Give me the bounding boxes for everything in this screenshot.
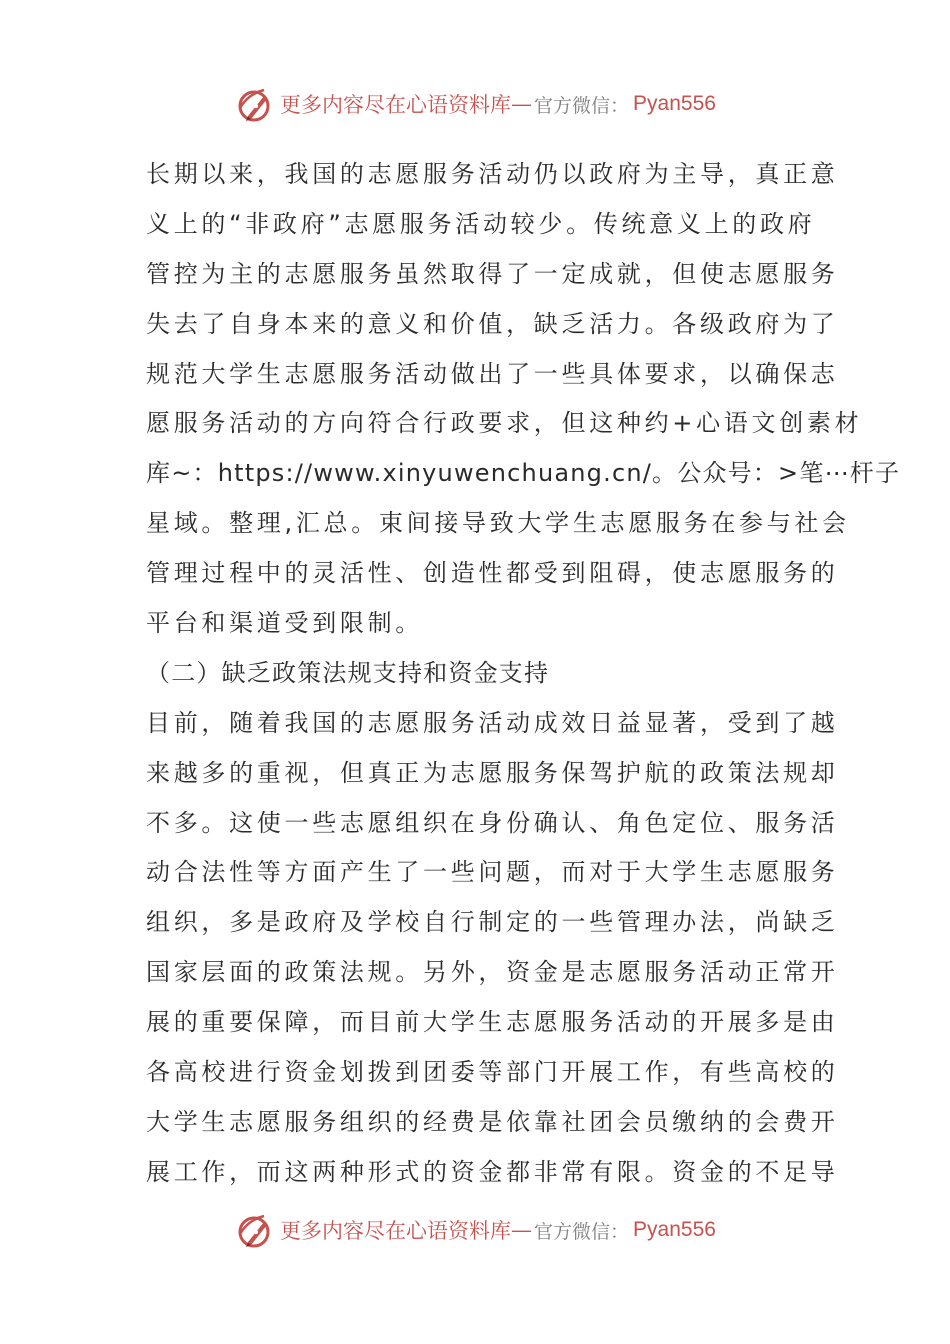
header-dash: — — [511, 92, 533, 116]
body-line: 义上的“非政府”志愿服务活动较少。传统意义上的政府 — [146, 209, 816, 238]
document-body — [146, 150, 901, 1198]
body-line: 管理过程中的灵活性、创造性都受到阻碍，使志愿服务的 — [146, 559, 839, 588]
body-line-url: 库~：https://www.xinyuwenchuang.cn/。公众号：>笔⋯杆子 — [146, 459, 901, 488]
body-line: 不多。这使一些志愿组织在身份确认、角色定位、服务活 — [146, 808, 839, 837]
body-line: 各高校进行资金划拨到团委等部门开展工作，有些高校的 — [146, 1058, 839, 1087]
body-line: 星域。整理,汇总。束间接导致大学生志愿服务在参与社会 — [146, 509, 850, 538]
body-line: 大学生志愿服务组织的经费是依靠社团会员缴纳的会费开 — [146, 1107, 839, 1136]
body-line: 失去了自身本来的意义和价值，缺乏活力。各级政府为了 — [146, 309, 839, 338]
header-brand-text: 更多内容尽在心语资料库 — [280, 93, 512, 117]
pen-circle-logo-icon — [234, 1210, 274, 1250]
footer-dash: — — [511, 1218, 533, 1242]
body-line: 平台和渠道受到限制。 — [146, 609, 423, 638]
header-wechat-id: Pyan556 — [633, 92, 716, 115]
body-line: 来越多的重视，但真正为志愿服务保驾护航的政策法规却 — [146, 758, 839, 787]
header-banner — [0, 82, 950, 126]
body-line: 组织，多是政府及学校自行制定的一些管理办法，尚缺乏 — [146, 908, 839, 937]
body-line: 管控为主的志愿服务虽然取得了一定成就，但使志愿服务 — [146, 259, 839, 288]
body-line: 展的重要保障，而目前大学生志愿服务活动的开展多是由 — [146, 1008, 839, 1037]
body-line: 目前，随着我国的志愿服务活动成效日益显著，受到了越 — [146, 708, 839, 737]
body-line: 规范大学生志愿服务活动做出了一些具体要求，以确保志 — [146, 359, 839, 388]
footer-wechat-id: Pyan556 — [633, 1218, 716, 1241]
body-line: 国家层面的政策法规。另外，资金是志愿服务活动正常开 — [146, 958, 839, 987]
body-line: 动合法性等方面产生了一些问题，而对于大学生志愿服务 — [146, 858, 839, 887]
body-line: 展工作，而这两种形式的资金都非常有限。资金的不足导 — [146, 1157, 839, 1186]
section-heading: （二）缺乏政策法规支持和资金支持 — [146, 658, 550, 687]
header-wechat-label: 官方微信： — [534, 94, 630, 117]
body-line: 愿服务活动的方向符合行政要求，但这种约+心语文创素材 — [146, 409, 863, 438]
footer-wechat-label: 官方微信： — [534, 1220, 630, 1243]
pen-circle-logo-icon — [234, 84, 274, 124]
footer-banner — [0, 1208, 950, 1252]
body-line: 长期以来，我国的志愿服务活动仍以政府为主导，真正意 — [146, 160, 839, 188]
footer-brand-text: 更多内容尽在心语资料库 — [280, 1219, 512, 1243]
